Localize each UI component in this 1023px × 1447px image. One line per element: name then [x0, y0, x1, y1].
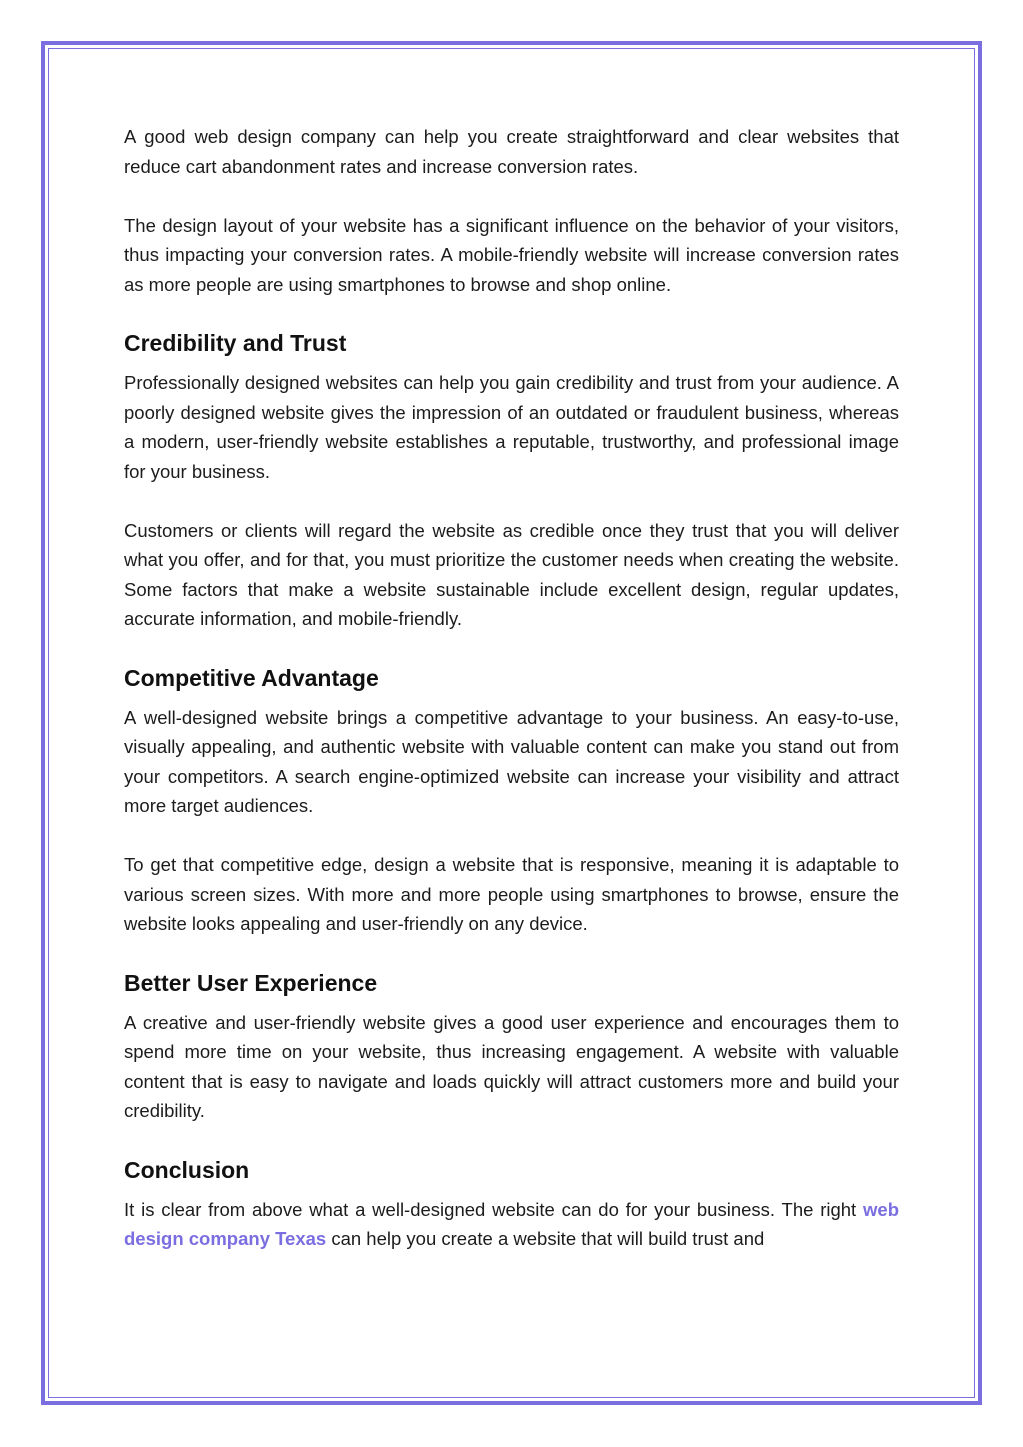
section-paragraph — [124, 1195, 899, 1254]
section-user-experience — [124, 964, 899, 1126]
intro-paragraph-2: The design layout of your website has a significant influence on the behavior of your visitors, thus impacting your conversion rates. A mobile-friendly website will increase conversion rates as more people are using smartphones to browse and shop online. — [124, 214, 899, 295]
section-conclusion — [124, 1151, 899, 1254]
conclusion-text-after: can help you create a website that will build trust and — [326, 1228, 765, 1249]
web-design-company-link[interactable]: web design company Texas — [124, 1198, 899, 1249]
section-paragraph: A creative and user-friendly website gives a good user experience and encourages them to spend more time on your website, thus increasing engagement. A website with valuable content that is easy to navigate and loads quickly will attract customers more and build your credibility. — [124, 1011, 899, 1121]
section-paragraph: Customers or clients will regard the website as credible once they trust that you will deliver what you offer, and for that, you must prioritize the customer needs when creating the website. Some factors that make a website sustainable include excellent design, regular updates, accurate information, and mobile-friendly. — [124, 519, 899, 629]
section-heading: Conclusion — [124, 1156, 250, 1183]
intro-paragraph-1: A good web design company can help you create straightforward and clear websites that reduce cart abandonment rates and increase conversion rates. — [124, 126, 899, 177]
section-competitive-advantage — [124, 659, 899, 939]
section-paragraph: Professionally designed websites can help you gain credibility and trust from your audience. A poorly designed website gives the impression of an outdated or fraudulent business, whereas a modern, user-friendly website establishes a reputable, trustworthy, and professional image for your business. — [124, 372, 899, 482]
section-paragraph: A well-designed website brings a competitive advantage to your business. An easy-to-use, visually appealing, and authentic website with valuable content can make you stand out from your competitors. A search engine-optimized website can increase your visibility and attract more target audiences. — [124, 706, 899, 816]
section-heading: Better User Experience — [124, 969, 378, 996]
conclusion-text-before: It is clear from above what a well-designed website can do for your business. The right — [124, 1198, 864, 1220]
section-credibility — [124, 324, 899, 634]
document-body — [124, 122, 899, 1254]
section-heading: Credibility and Trust — [124, 330, 347, 356]
section-heading: Competitive Advantage — [124, 664, 379, 691]
section-paragraph: To get that competitive edge, design a website that is responsive, meaning it is adaptable to various screen sizes. With more and more people using smartphones to browse, ensure the website looks appealing and user-friendly on any device. — [124, 854, 899, 934]
